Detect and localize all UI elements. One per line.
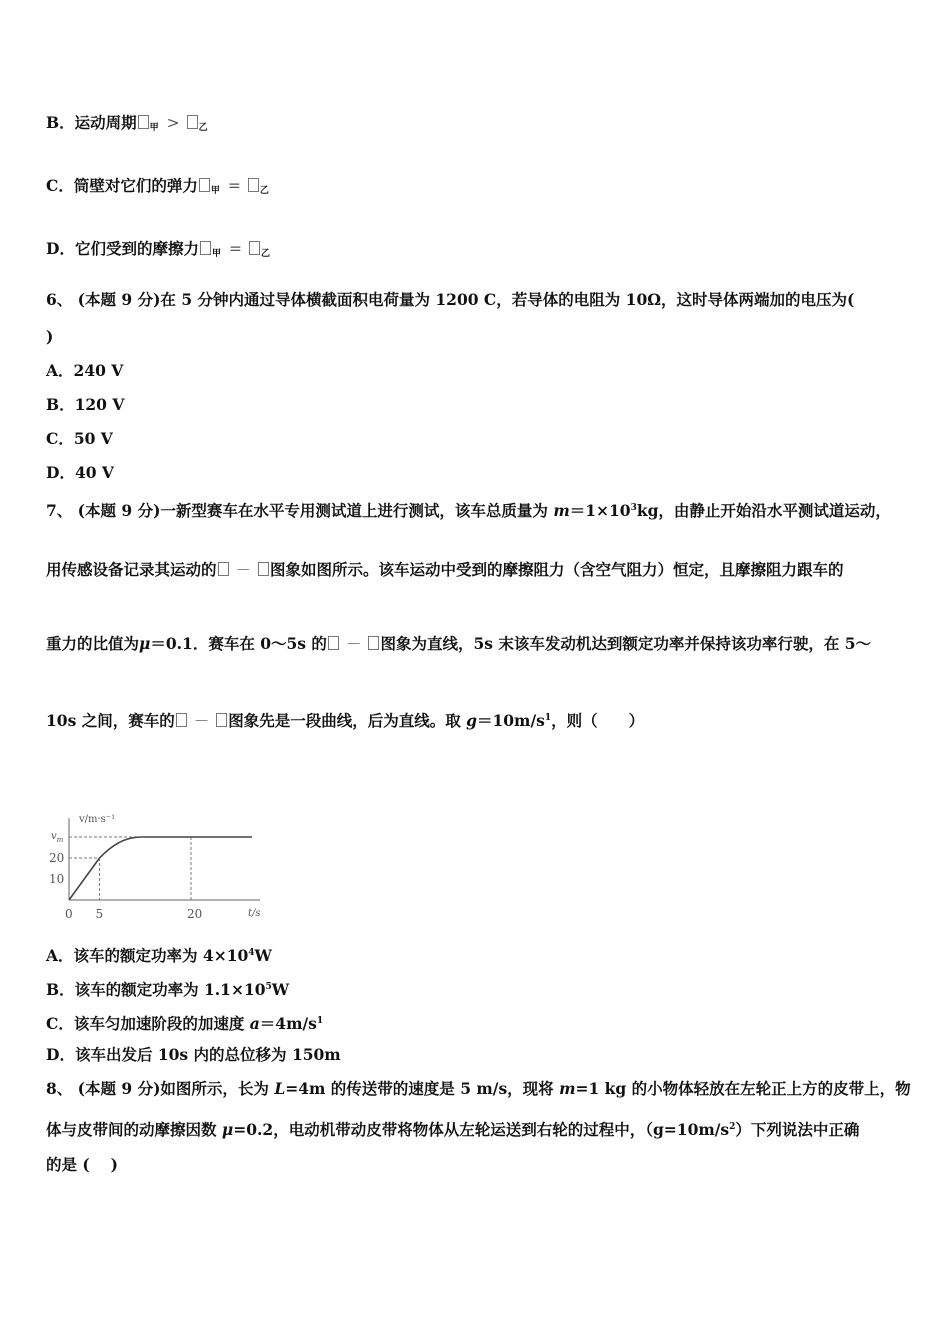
missing-glyph-icon (218, 562, 229, 576)
x-tick-label-1: 5 (95, 907, 104, 921)
x-tick-label-2: 20 (187, 907, 203, 921)
q7-stem-line2: 用传感设备记录其运动的 － 图象如图所示。该车运动中受到的摩擦阻力（含空气阻力）恒定，且摩擦阻力跟车的 (46, 560, 844, 579)
q7-option-d[interactable]: D．该车出发后 10s 内的总位移为 150m (46, 1045, 341, 1064)
vm-label: $v_m$ (51, 831, 64, 844)
q5-option-d[interactable]: D．它们受到的摩擦力 $_甲$ = $_乙$ (46, 239, 270, 259)
x-tick-label-0: 0 (65, 907, 73, 921)
missing-glyph-icon (187, 115, 198, 129)
q8-stem-line1: 8、 (本题 9 分)如图所示，长为 L=4m 的传送带的速度是 5 m/s，现将 m=1 kg 的小物体轻放在左轮正上方的皮带上，物 (46, 1079, 911, 1098)
q6-option-c[interactable]: C．50 V (46, 429, 113, 448)
missing-glyph-icon (258, 562, 269, 576)
series-segment-1 (100, 837, 143, 858)
q7-option-b[interactable]: B．该车的额定功率为 $1.1\times 10^5W$ (46, 980, 290, 999)
missing-glyph-icon (249, 241, 260, 255)
missing-glyph-icon (328, 636, 339, 650)
missing-glyph-icon (368, 636, 379, 650)
q6-stem-end: ) (46, 327, 54, 346)
y-axis-label: v/m·s⁻¹ (79, 814, 116, 826)
missing-glyph-icon (200, 241, 211, 255)
q7-option-a[interactable]: A．该车的额定功率为 $4\times 10^4W$ (46, 946, 272, 965)
q5-option-b[interactable]: B．运动周期 $_甲$ > $_乙$ (46, 113, 208, 133)
q6-option-d[interactable]: D．40 V (46, 463, 114, 482)
q7-option-c[interactable]: C．该车匀加速阶段的加速度 $a=4m/s^1$ (46, 1014, 324, 1033)
missing-glyph-icon (248, 178, 259, 192)
series-segment-0 (69, 858, 100, 900)
q6-option-a[interactable]: A．240 V (46, 361, 124, 380)
q7-stem-line4: 10s 之间，赛车的 － 图象先是一段曲线，后为直线。取 $g=10m/s^1$，则（ ） (46, 711, 645, 730)
missing-glyph-icon (199, 178, 210, 192)
q6-stem: 6、 (本题 9 分)在 5 分钟内通过导体横截面积电荷量为 1200 C，若导体的电阻为 10Ω，这时导体两端加的电压为( (46, 290, 855, 309)
q7-stem-line1: 7、 (本题 9 分)一新型赛车在水平专用测试道上进行测试，该车总质量为 $m=1\times 10^3kg$，由静止开始沿水平测试道运动， (46, 501, 891, 520)
x-axis-label: t/s (248, 908, 261, 919)
missing-glyph-icon (216, 713, 227, 727)
q7-stem-line3: 重力的比值为μ＝0.1．赛车在 0～5s 的 － 图象为直线，5s 末该车发动机达到额定功率并保持该功率行驶，在 5～ (46, 634, 872, 653)
missing-glyph-icon (138, 115, 149, 129)
q8-stem-line3: 的是 ( ) (46, 1155, 118, 1174)
q6-option-b[interactable]: B．120 V (46, 395, 125, 414)
q8-stem-line2: 体与皮带间的动摩擦因数 μ=0.2，电动机带动皮带将物体从左轮运送到右轮的过程中，$(g=10m/s^2)$下列说法中正确 (46, 1120, 860, 1139)
y-tick-label-0: 10 (49, 872, 65, 886)
y-tick-label-1: 20 (49, 851, 65, 865)
velocity-time-chart (44, 755, 294, 925)
missing-glyph-icon (176, 713, 187, 727)
q5-option-c[interactable]: C．筒壁对它们的弹力 $_甲$ = $_乙$ (46, 176, 269, 196)
